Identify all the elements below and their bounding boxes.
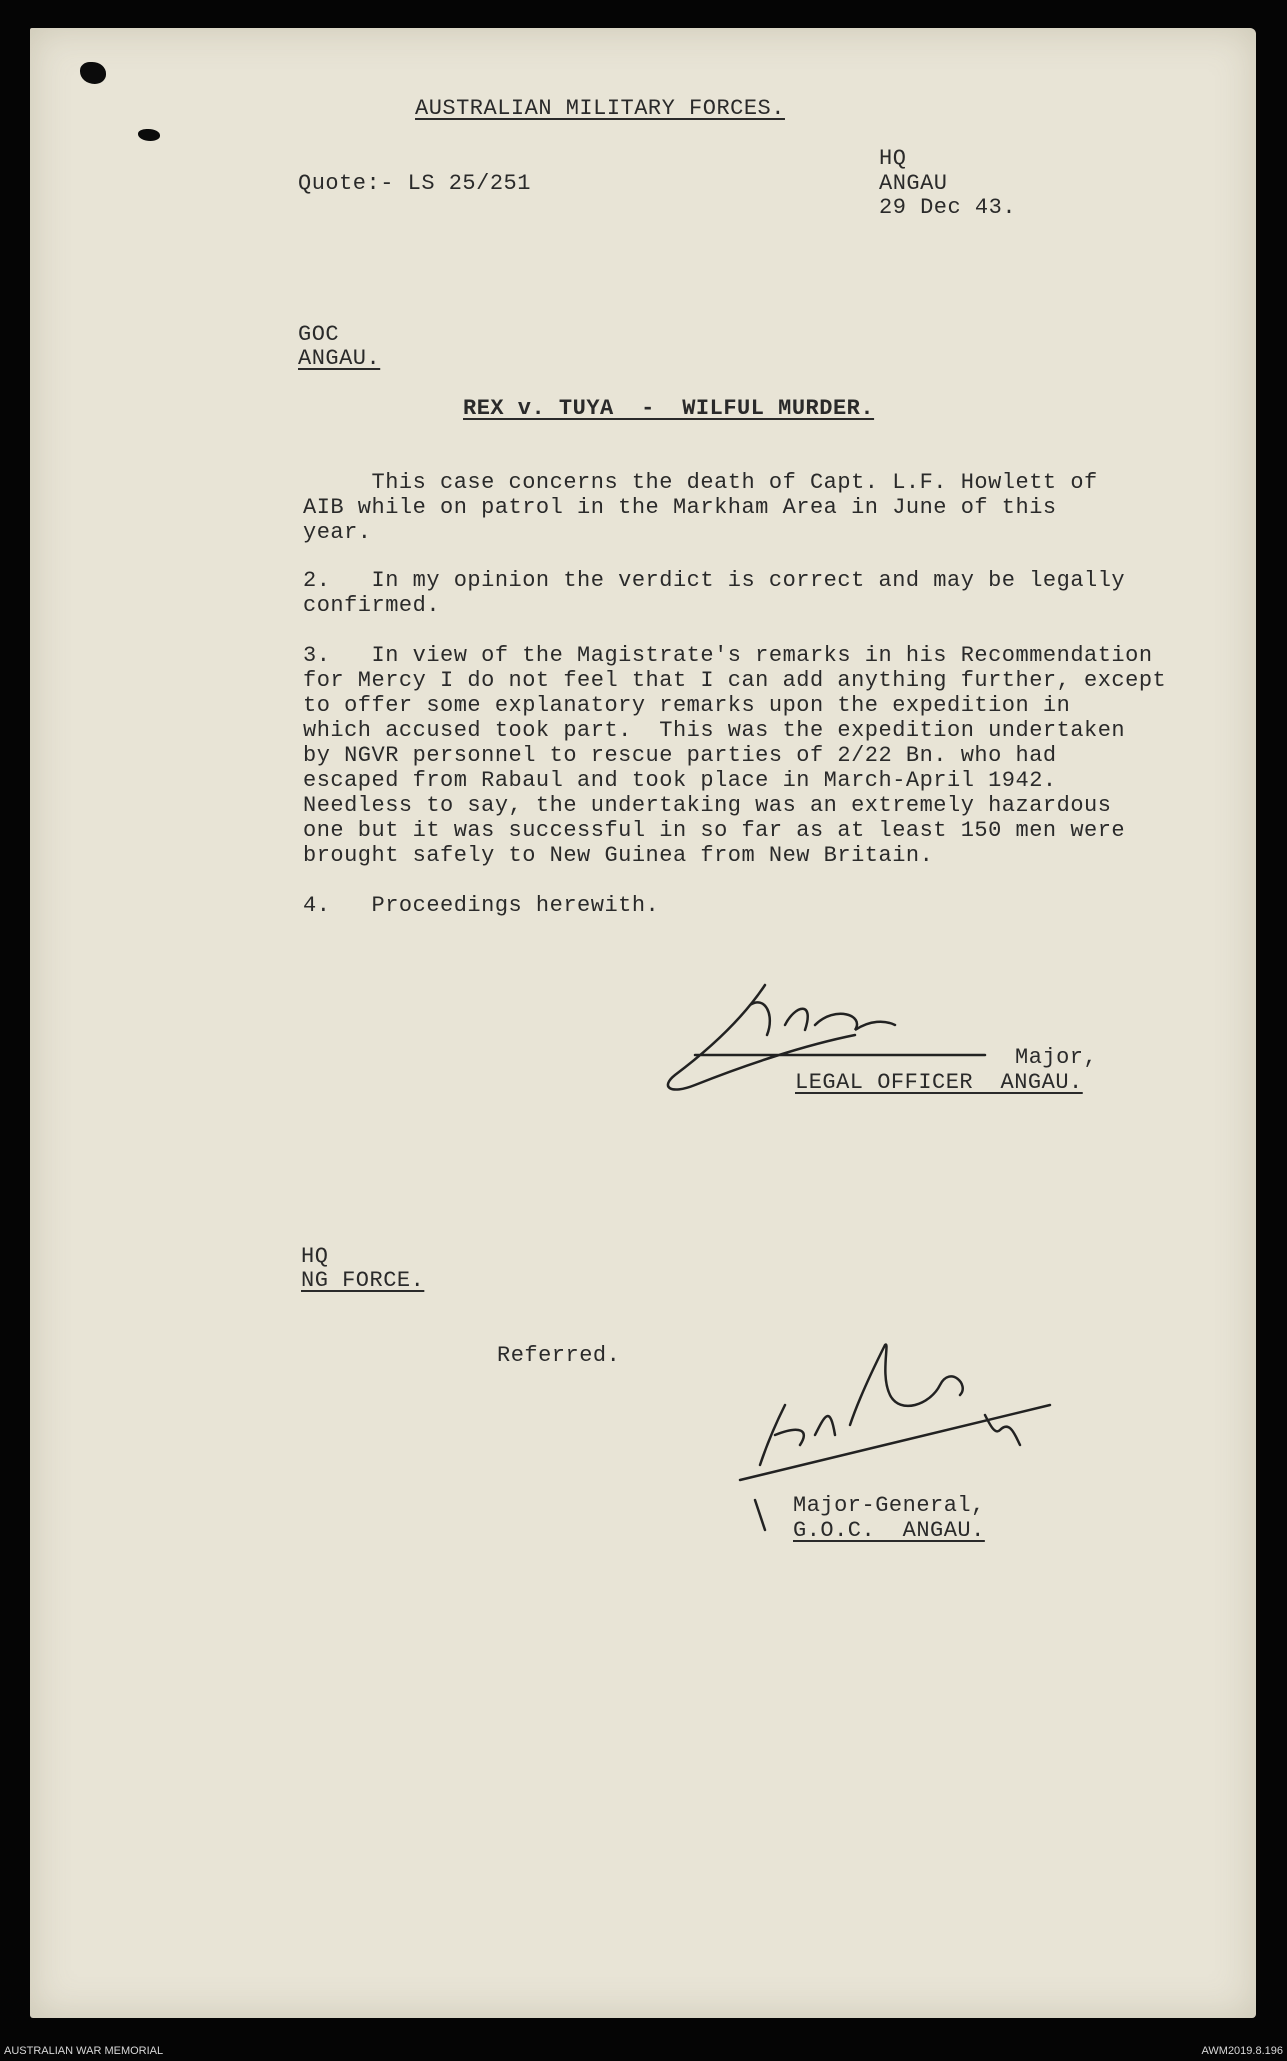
signatory-rank: Major, — [1015, 1045, 1098, 1070]
paragraph-line: year. — [303, 520, 372, 545]
paragraph-line: one but it was successful in so far as at least 150 men were — [303, 818, 1126, 843]
paragraph-1 — [303, 470, 1098, 545]
addressee-line1: GOC — [298, 322, 340, 347]
paragraph-line: by NGVR personnel to rescue parties of 2/22 Bn. who had — [303, 743, 1057, 768]
signatory-title: LEGAL OFFICER ANGAU. — [795, 1070, 1083, 1095]
paragraph-4: 4. Proceedings herewith. — [303, 893, 660, 918]
from-unit: ANGAU — [879, 171, 948, 196]
paragraph-line: Needless to say, the undertaking was an extremely hazardous — [303, 793, 1112, 818]
paragraph-line: which accused took part. This was the expedition undertaken — [303, 718, 1126, 743]
goc-title: G.O.C. ANGAU. — [793, 1518, 985, 1543]
paragraph-2 — [303, 568, 1125, 618]
punch-hole-small — [138, 129, 160, 141]
addressee-line2: ANGAU. — [298, 346, 381, 371]
paragraph-line: AIB while on patrol in the Markham Area in June of this — [303, 495, 1057, 520]
endorsement-text: Referred. — [497, 1343, 621, 1368]
paragraph-line: 2. In my opinion the verdict is correct and may be legally — [303, 568, 1126, 593]
paragraph-line: to offer some explanatory remarks upon the expedition in — [303, 693, 1071, 718]
punch-hole-top — [80, 62, 106, 84]
footer-institution: AUSTRALIAN WAR MEMORIAL — [4, 2045, 164, 2057]
paragraph-line: This case concerns the death of Capt. L.F. Howlett of — [303, 470, 1098, 495]
subject-line: REX v. TUYA - WILFUL MURDER. — [463, 396, 875, 421]
paragraph-line: brought safely to New Guinea from New Britain. — [303, 843, 934, 868]
letter-date: 29 Dec 43. — [879, 195, 1017, 220]
paragraph-line: confirmed. — [303, 593, 441, 618]
goc-rank: Major-General, — [793, 1493, 985, 1518]
paragraph-line: 3. In view of the Magistrate's remarks in his Recommendation — [303, 643, 1153, 668]
paragraph-line: for Mercy I do not feel that I can add anything further, except — [303, 668, 1167, 693]
document-page — [30, 28, 1256, 2018]
footer-accession-number: AWM2019.8.196 — [1201, 2045, 1283, 2057]
paragraph-3 — [303, 643, 1166, 868]
quote-reference: Quote:- LS 25/251 — [298, 171, 531, 196]
letterhead-title: AUSTRALIAN MILITARY FORCES. — [415, 96, 785, 121]
endorsement-to-line1: HQ — [301, 1244, 329, 1269]
endorsement-to-line2: NG FORCE. — [301, 1268, 425, 1293]
from-hq: HQ — [879, 146, 907, 171]
paragraph-line: escaped from Rabaul and took place in March-April 1942. — [303, 768, 1057, 793]
